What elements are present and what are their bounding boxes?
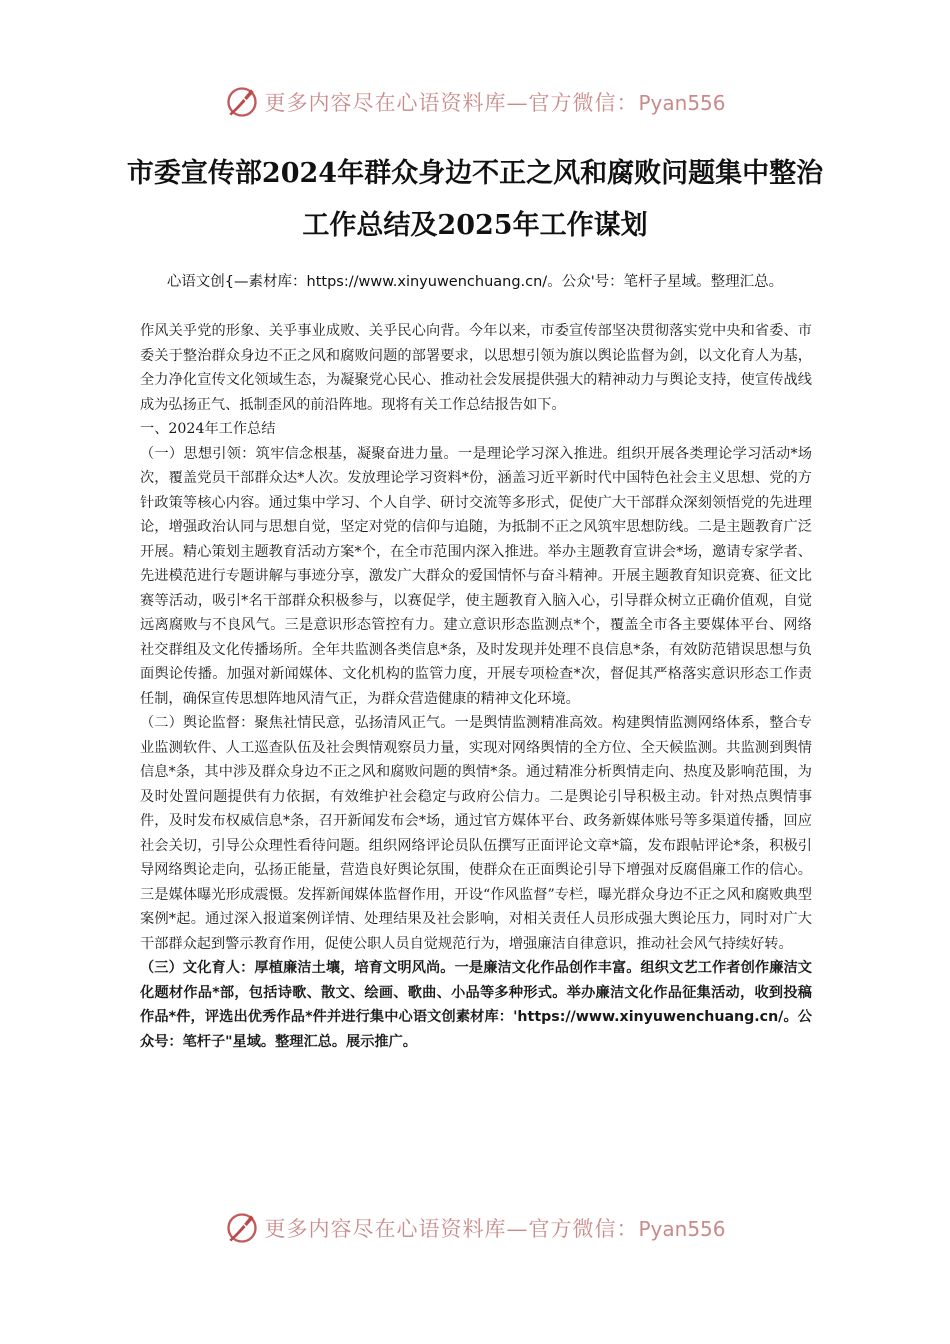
- header-banner: [0, 80, 950, 124]
- paragraph-opinion-supervision: （二）舆论监督：聚焦社情民意，弘扬清风正气。一是舆情监测精准高效。构建舆情监测网络体系，整合专业监测软件、人工巡查队伍及社会舆情观察员力量，实现对网络舆情的全方位、全天候监测。共监测到舆情信息*条，其中涉及群众身边不正之风和腐败问题的舆情*条。通过精准分析舆情走向、热度及影响范围，为及时处置问题提供有力依据，有效维护社会稳定与政府公信力。二是舆论引导积极主动。针对热点舆情事件，及时发布权威信息*条，召开新闻发布会*场，通过官方媒体平台、政务新媒体账号等多渠道传播，回应社会关切，引导公众理性看待问题。组织网络评论员队伍撰写正面评论文章*篇，发布跟帖评论*条，积极引导网络舆论走向，弘扬正能量，营造良好舆论氛围，使群众在正面舆论引导下增强对反腐倡廉工作的信心。三是媒体曝光形成震慑。发挥新闻媒体监督作用，开设“作风监督”专栏，曝光群众身边不正之风和腐败典型案例*起。通过深入报道案例详情、处理结果及社会影响，对相关责任人员形成强大舆论压力，同时对广大干部群众起到警示教育作用，促使公职人员自觉规范行为，增强廉洁自律意识，推动社会风气持续好转。: [140, 715, 812, 952]
- banner-text: 更多内容尽在心语资料库—官方微信：Pyan556: [264, 1217, 726, 1241]
- source-note: 心语文创{—素材库：https://www.xinyuwenchuang.cn/。公众'号：笔杆子星域。整理汇总。: [166, 274, 784, 290]
- intro-paragraph: 作风关乎党的形象、关乎事业成败、关乎民心向背。今年以来，市委宣传部坚决贯彻落实党中央和省委、市委关于整治群众身边不正之风和腐败问题的部署要求，以思想引领为旗以舆论监督为剑，以文化育人为基，全力净化宣传文化领域生态，为凝聚党心民心、推动社会发展提供强大的精神动力与舆论支持，使宣传战线成为弘扬正气、抵制歪风的前沿阵地。现将有关工作总结报告如下。: [140, 323, 812, 413]
- banner-text: 更多内容尽在心语资料库—官方微信：Pyan556: [264, 91, 726, 115]
- wechat-id: Pyan556: [638, 91, 726, 115]
- section-heading: 一、2024年工作总结: [140, 421, 276, 437]
- paragraph-culture-education: （三）文化育人：厚植廉洁土壤，培育文明风尚。一是廉洁文化作品创作丰富。组织文艺工作者创作廉洁文化题材作品*部，包括诗歌、散文、绘画、歌曲、小品等多种形式。举办廉洁文化作品征集活动，收到投稿作品*件，评选出优秀作品*件并进行集中心语文创素材库：'https://www.xinyuwenchuang.cn/。公众号：笔杆子"星域。整理汇总。展示推广。: [140, 960, 812, 1050]
- document-title: 市委宣传部2024年群众身边不正之风和腐败问题集中整治工作总结及2025年工作谋划: [126, 158, 824, 241]
- paragraph-thought-guidance: （一）思想引领：筑牢信念根基，凝聚奋进力量。一是理论学习深入推进。组织开展各类理论学习活动*场次，覆盖党员干部群众达*人次。发放理论学习资料*份，涵盖习近平新时代中国特色社会主义思想、党的方针政策等核心内容。通过集中学习、个人自学、研讨交流等多形式，促使广大干部群众深刻领悟党的先进理论，增强政治认同与思想自觉，坚定对党的信仰与追随，为抵制不正之风筑牢思想防线。二是主题教育广泛开展。精心策划主题教育活动方案*个，在全市范围内深入推进。举办主题教育宣讲会*场，邀请专家学者、先进模范进行专题讲解与事迹分享，激发广大群众的爱国情怀与奋斗精神。开展主题教育知识竞赛、征文比赛等活动，吸引*名干部群众积极参与，以赛促学，使主题教育入脑入心，引导群众树立正确价值观，自觉远离腐败与不良风气。三是意识形态管控有力。建立意识形态监测点*个，覆盖全市各主要媒体平台、网络社交群组及文化传播场所。全年共监测各类信息*条，及时发现并处理不良信息*条，有效防范错误思想与负面舆论传播。加强对新闻媒体、文化机构的监管力度，开展专项检查*次，督促其严格落实意识形态工作责任制，确保宣传思想阵地风清气正，为群众营造健康的精神文化环境。: [140, 445, 812, 707]
- pen-logo-icon: [224, 1210, 260, 1246]
- pen-logo-icon: [224, 84, 260, 120]
- wechat-id: Pyan556: [638, 1217, 726, 1241]
- document-body: [140, 319, 812, 1054]
- footer-banner: [0, 1206, 950, 1250]
